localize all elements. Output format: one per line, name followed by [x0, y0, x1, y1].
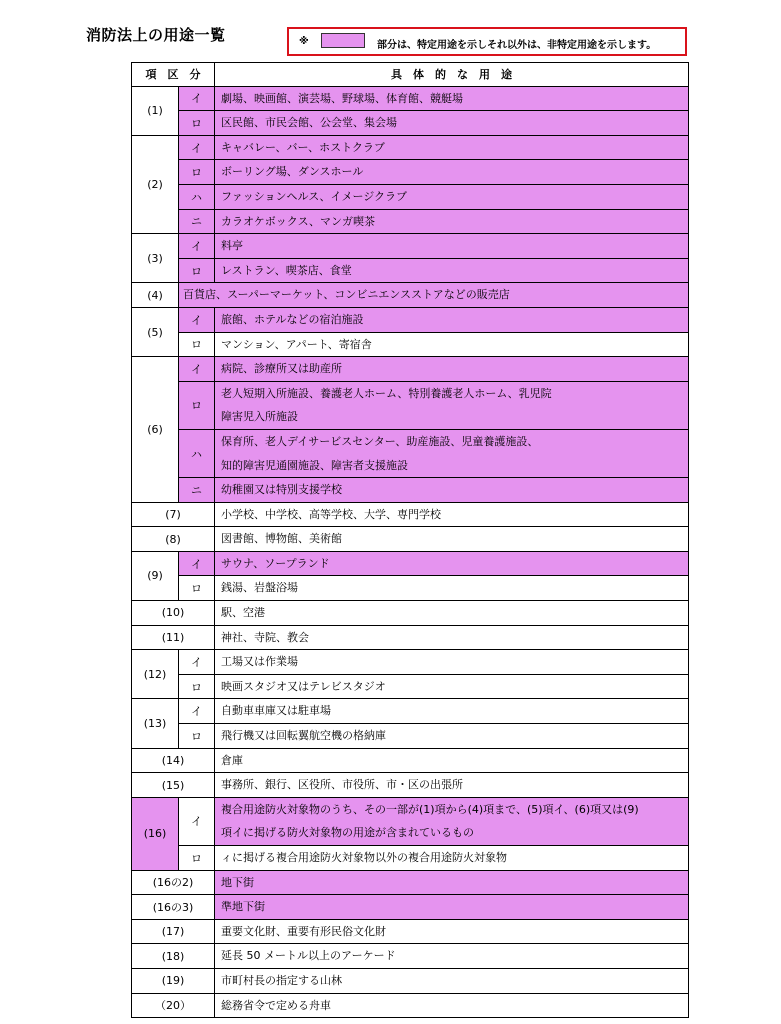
legend-swatch [321, 33, 365, 48]
table-row [132, 773, 689, 798]
row-use: 病院、診療所又は助産所 [215, 357, 689, 382]
table-row [132, 357, 689, 382]
row-sub: イ [179, 551, 215, 576]
row-num: (1) [132, 86, 179, 135]
table-row [132, 699, 689, 724]
table-row [132, 111, 689, 136]
row-num: (19) [132, 968, 215, 993]
header-uses: 具 体 的 な 用 途 [215, 63, 689, 87]
row-use-line: 保育所、老人デイサービスセンター、助産施設、児童養護施設、 [221, 434, 539, 448]
row-use-line: 老人短期入所施設、養護老人ホーム、特別養護老人ホーム、乳児院 [221, 386, 552, 400]
table-row [132, 478, 689, 503]
table-row [132, 576, 689, 601]
row-num: (5) [132, 307, 179, 356]
row-use-line: 複合用途防火対象物のうち、その一部が(1)項から(4)項まで、(5)項イ、(6)項又は(9) [221, 802, 639, 816]
table-row [132, 527, 689, 552]
row-num: （20） [132, 993, 215, 1018]
row-use: 自動車車庫又は駐車場 [215, 699, 689, 724]
row-sub: ハ [179, 429, 215, 477]
table-row [132, 601, 689, 626]
row-sub: イ [179, 699, 215, 724]
table-row [132, 870, 689, 895]
row-num: (12) [132, 650, 179, 699]
table-row [132, 160, 689, 185]
table-row [132, 381, 689, 429]
row-use: サウナ、ソープランド [215, 551, 689, 576]
row-use: カラオケボックス、マンガ喫茶 [215, 209, 689, 234]
row-use: 区民館、市民会館、公会堂、集会場 [215, 111, 689, 136]
table-row [132, 332, 689, 357]
row-use: 重要文化財、重要有形民俗文化財 [215, 919, 689, 944]
row-sub: ロ [179, 576, 215, 601]
table-row [132, 650, 689, 675]
use-table [131, 62, 689, 1018]
row-use: 飛行機又は回転翼航空機の格納庫 [215, 724, 689, 749]
row-sub: イ [179, 135, 215, 160]
table-row [132, 625, 689, 650]
legend-box [287, 27, 687, 56]
table-row [132, 234, 689, 259]
row-num: (4) [132, 283, 179, 308]
table-row [132, 258, 689, 283]
row-num: (18) [132, 944, 215, 969]
row-num: (16の3) [132, 895, 215, 920]
row-use: 駅、空港 [215, 601, 689, 626]
row-sub: ロ [179, 111, 215, 136]
row-num: (9) [132, 551, 179, 600]
row-sub: ロ [179, 381, 215, 429]
row-use: 準地下街 [215, 895, 689, 920]
row-num: (3) [132, 234, 179, 283]
table-row [132, 307, 689, 332]
table-row [132, 748, 689, 773]
row-use: 幼稚園又は特別支援学校 [215, 478, 689, 503]
row-use: 工場又は作業場 [215, 650, 689, 675]
row-use: 旅館、ホテルなどの宿泊施設 [215, 307, 689, 332]
table-row [132, 919, 689, 944]
row-sub: イ [179, 797, 215, 845]
row-num: (6) [132, 357, 179, 503]
legend-mark: ※ [299, 36, 309, 47]
row-num: (16の2) [132, 870, 215, 895]
row-use: 小学校、中学校、高等学校、大学、専門学校 [215, 502, 689, 527]
row-use: 事務所、銀行、区役所、市役所、市・区の出張所 [215, 773, 689, 798]
row-use [215, 797, 689, 845]
row-use: ボーリング場、ダンスホール [215, 160, 689, 185]
table-row [132, 184, 689, 209]
row-use-line: 知的障害児通園施設、障害者支援施設 [221, 458, 408, 472]
row-sub: ニ [179, 478, 215, 503]
row-use: 地下街 [215, 870, 689, 895]
row-sub: ロ [179, 258, 215, 283]
row-use [215, 429, 689, 477]
row-num: (17) [132, 919, 215, 944]
row-use: 映画スタジオ又はテレビスタジオ [215, 674, 689, 699]
table-row [132, 674, 689, 699]
table-row [132, 135, 689, 160]
table-row [132, 86, 689, 111]
row-use: キャバレー、バー、ホストクラブ [215, 135, 689, 160]
row-use: レストラン、喫茶店、食堂 [215, 258, 689, 283]
row-num: (2) [132, 135, 179, 233]
row-use: ファッションヘルス、イメージクラブ [215, 184, 689, 209]
row-use: 料亭 [215, 234, 689, 259]
table-row [132, 797, 689, 845]
table-row [132, 968, 689, 993]
row-use: 劇場、映画館、演芸場、野球場、体育館、競艇場 [215, 86, 689, 111]
table-row [132, 724, 689, 749]
row-num: (16) [132, 797, 179, 870]
table-row [132, 429, 689, 477]
table-row [132, 209, 689, 234]
table-row [132, 502, 689, 527]
row-num: (10) [132, 601, 215, 626]
row-sub: ロ [179, 160, 215, 185]
row-sub: イ [179, 357, 215, 382]
header-category: 項 区 分 [132, 63, 215, 87]
row-sub: ロ [179, 332, 215, 357]
row-num: (15) [132, 773, 215, 798]
row-use: 図書館、博物館、美術館 [215, 527, 689, 552]
row-use: ィに掲げる複合用途防火対象物以外の複合用途防火対象物 [215, 846, 689, 871]
row-sub: イ [179, 234, 215, 259]
row-use [215, 381, 689, 429]
row-use-line: 障害児入所施設 [221, 410, 298, 424]
table-row [132, 846, 689, 871]
row-sub: ロ [179, 846, 215, 871]
row-num: (11) [132, 625, 215, 650]
table-header [132, 63, 689, 87]
row-use: 総務省令で定める舟車 [215, 993, 689, 1018]
row-sub: ロ [179, 674, 215, 699]
table-row [132, 895, 689, 920]
table-row [132, 283, 689, 308]
row-sub: ニ [179, 209, 215, 234]
row-use: 神社、寺院、教会 [215, 625, 689, 650]
row-num: (7) [132, 502, 215, 527]
page-title: 消防法上の用途一覧 [86, 26, 226, 44]
row-use: マンション、アパート、寄宿舎 [215, 332, 689, 357]
row-use: 延長 50 メートル以上のアーケード [215, 944, 689, 969]
row-use: 市町村長の指定する山林 [215, 968, 689, 993]
row-sub: ロ [179, 724, 215, 749]
row-use: 百貨店、スーパーマーケット、コンビニエンスストアなどの販売店 [179, 283, 689, 308]
legend-text: 部分は、特定用途を示しそれ以外は、非特定用途を示します。 [377, 40, 657, 51]
row-num: (13) [132, 699, 179, 748]
row-sub: イ [179, 86, 215, 111]
row-use-line: 項イに掲げる防火対象物の用途が含まれているもの [221, 826, 474, 840]
row-sub: ハ [179, 184, 215, 209]
row-use: 銭湯、岩盤浴場 [215, 576, 689, 601]
row-use: 倉庫 [215, 748, 689, 773]
table-row [132, 944, 689, 969]
row-sub: イ [179, 307, 215, 332]
table-row [132, 993, 689, 1018]
row-num: (14) [132, 748, 215, 773]
table-row [132, 551, 689, 576]
row-num: (8) [132, 527, 215, 552]
row-sub: イ [179, 650, 215, 675]
